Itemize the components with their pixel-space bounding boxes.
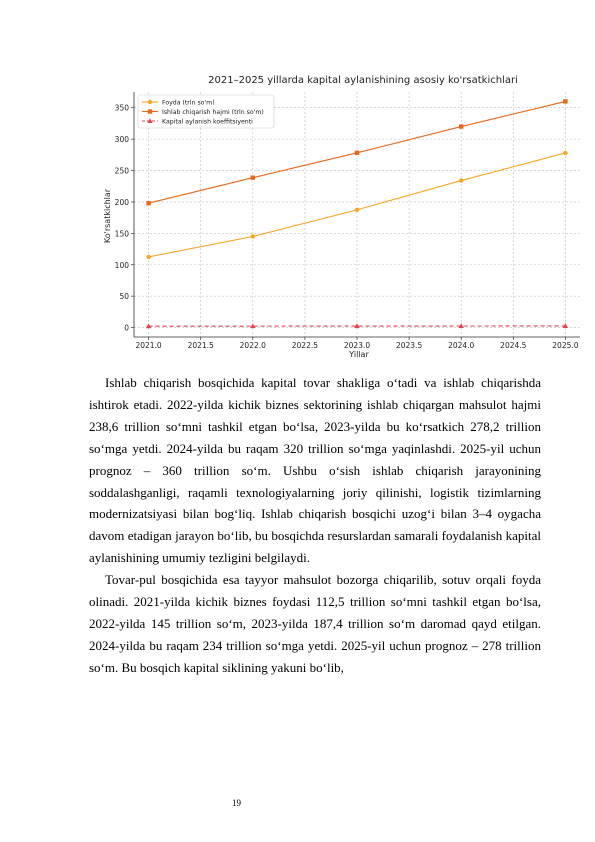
y-tick-label: 100 (114, 260, 129, 270)
data-point (459, 178, 463, 182)
page-number: 19 (232, 798, 241, 808)
x-tick-label: 2025.0 (552, 341, 579, 350)
y-tick-label: 0 (124, 323, 129, 333)
y-tick-label: 50 (119, 292, 129, 302)
data-point (563, 99, 567, 103)
paragraph: Ishlab chiqarish bosqichida kapital tovar shakliga o‘tadi va ishlab chiqarishda ishtirok etadi. 2022-yilda kichik biznes sektorining ishlab chiqargan mahsulot hajmi 238,6 trillion so‘mni tashkil etgan bo‘lsa, 2023-yilda bu ko‘rsatkich 278,2 trillion so‘mga yetdi. 2024-yilda bu raqam 320 trillion so‘mga yaqinlashdi. 2025-yil uchun prognoz – 360 trillion so‘m. Ushbu o‘sish ishlab chiqarish jarayonining soddalashganligi, raqamli texnologiyalarning joriy qilinishi, logistik tizimlarning modernizatsiyasi bilan bog‘liq. Ishlab chiqarish bosqichi uzog‘i bilan 3–4 oygacha davom etadigan jarayon bo‘lib, bu bosqichda resurslardan samarali foydalanish kapital aylanishining umumiy tezligini belgilaydi. (89, 375, 541, 566)
y-tick-label: 200 (114, 197, 129, 207)
x-tick-label: 2022.0 (239, 341, 266, 350)
data-point (355, 208, 359, 212)
legend-label: Ishlab chiqarish hajmi (trln so'm) (162, 109, 264, 116)
y-tick-label: 150 (114, 229, 129, 239)
data-point (563, 151, 567, 155)
y-axis-ticks (115, 104, 134, 333)
x-tick-label: 2023.5 (395, 341, 423, 350)
y-axis-label: Ko'rsatkichlar (103, 188, 112, 244)
y-tick-label: 250 (114, 166, 129, 176)
x-tick-label: 2024.5 (500, 341, 527, 350)
chart-title: 2021–2025 yillarda kapital aylanishining asosiy ko'rsatkichlari (208, 75, 518, 86)
x-tick-label: 2024.0 (448, 341, 475, 350)
x-axis-ticks (135, 337, 578, 350)
line-chart (96, 70, 586, 360)
data-point (146, 255, 150, 259)
data-point (146, 201, 150, 205)
series-3 (146, 323, 568, 328)
legend-marker (148, 109, 152, 113)
chart-legend (138, 95, 274, 128)
x-tick-label: 2022.5 (291, 341, 319, 350)
x-tick-label: 2021.5 (187, 341, 214, 350)
legend-label: Kapital aylanish koeffitsiyenti (162, 118, 253, 126)
data-point (355, 151, 359, 155)
x-tick-label: 2021.0 (135, 341, 162, 350)
data-point (459, 124, 463, 128)
x-axis-label: Yillar (349, 350, 369, 359)
y-tick-label: 300 (114, 135, 129, 145)
chart-grid (134, 92, 580, 337)
x-tick-label: 2023.0 (343, 341, 371, 350)
paragraph: Tovar-pul bosqichida esa tayyor mahsulot bozorga chiqarilib, sotuv orqali foyda olinadi. 2021-yilda kichik biznes foydasi 112,5 trillion so‘mni tashkil etgan bo‘lsa, 2022-yilda 145 trillion so‘m, 2023-yilda 187,4 trillion so‘m daromad qayd etilgan. 2024-yilda bu raqam 234 trillion so‘mga yetdi. 2025-yil uchun prognoz – 278 trillion so‘m. Bu bosqich kapital siklining yakuni bo‘lib, (89, 572, 541, 675)
legend-marker (148, 100, 152, 104)
body-text (89, 372, 541, 679)
y-tick-label: 350 (114, 103, 129, 113)
legend-label: Foyda (trln so'm) (162, 99, 215, 107)
data-point (251, 234, 255, 238)
data-point (251, 175, 255, 179)
